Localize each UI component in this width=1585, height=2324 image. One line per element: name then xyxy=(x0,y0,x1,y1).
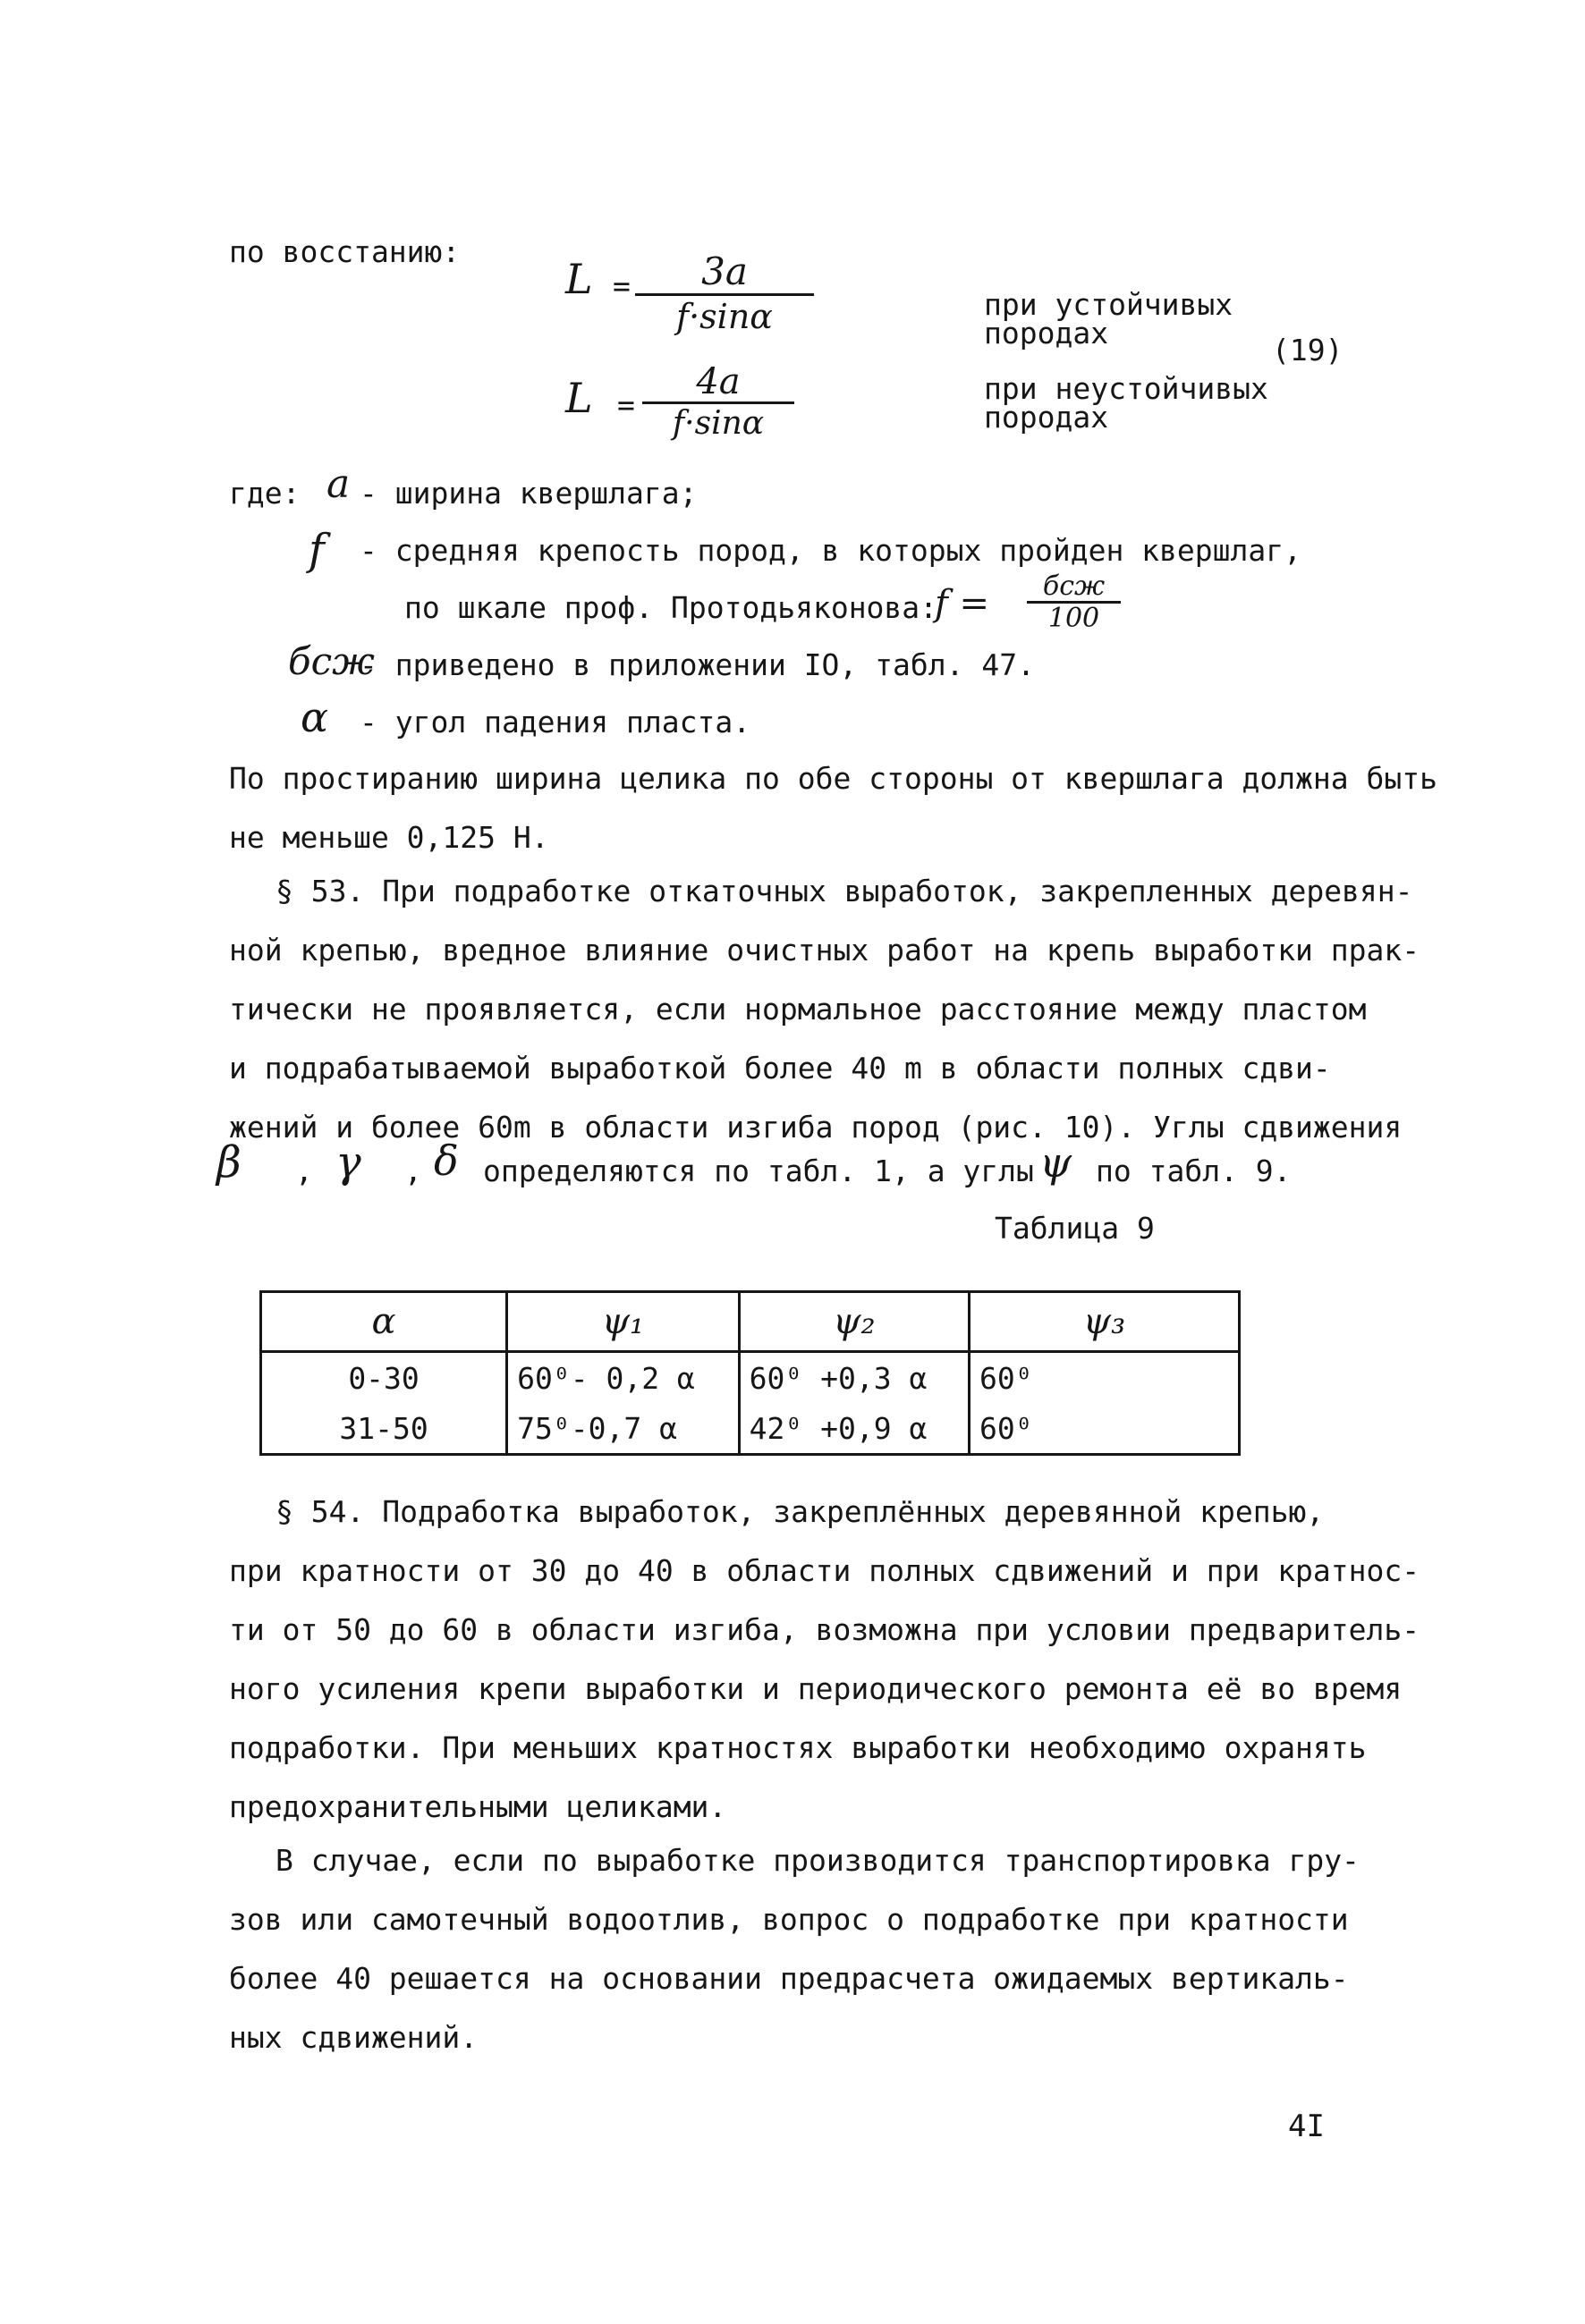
text-line: более 40 решается на основании предрасчета ожидаемых вертикаль- xyxy=(229,1961,1349,1996)
formula-note-2a: при неустойчивых xyxy=(984,371,1268,406)
text-line: и подрабатываемой выработкой более 40 m в области полных сдви- xyxy=(229,1051,1331,1086)
fraction-numerator: 4a xyxy=(696,361,741,402)
text-line: жений и более 60m в области изгиба пород (рис. 10). Углы сдвижения xyxy=(229,1110,1403,1145)
definition-a: - ширина квершлага; xyxy=(360,476,698,511)
symbol-psi: ψ xyxy=(1039,1138,1072,1187)
fraction-denominator: 100 xyxy=(1047,603,1100,634)
table-cell: 75⁰-0,7 α xyxy=(507,1403,740,1455)
text-line: § 54. Подработка выработок, закреплённых деревянной крепью, xyxy=(275,1494,1325,1529)
table-cell: 42⁰ +0,9 α xyxy=(739,1403,969,1455)
table-cell: 0-30 xyxy=(261,1352,507,1404)
text-line: По простиранию ширина целика по обе стороны от квершлага должна быть xyxy=(229,761,1438,796)
text-line: ных сдвижений. xyxy=(229,2020,479,2055)
table-row xyxy=(261,1352,1240,1404)
paragraph-53 xyxy=(229,862,1420,1157)
text-line: ной крепью, вредное влияние очистных работ на крепь выработки прак- xyxy=(229,933,1420,968)
fraction-denominator: f·sinα xyxy=(676,297,773,336)
formula-fraction-2 xyxy=(642,362,794,444)
text-line: подработки. При меньших кратностях выработки необходимо охранять xyxy=(229,1730,1367,1765)
formula-number: (19) xyxy=(1272,333,1343,368)
formula-f-fraction xyxy=(1027,572,1121,634)
formula-eq-2: = xyxy=(617,387,635,422)
table-cell: 31-50 xyxy=(261,1403,507,1455)
table-cell: 60⁰ xyxy=(969,1403,1239,1455)
text-line: ти от 50 до 60 в области изгиба, возможна при условии предваритель- xyxy=(229,1612,1420,1647)
paragraph-54 xyxy=(229,1483,1420,1837)
page-number: 4I xyxy=(1288,2109,1325,2144)
definition-sigma: - приведено в приложении IO, табл. 47. xyxy=(360,647,1035,682)
fraction-denominator: f·sinα xyxy=(672,405,765,442)
text-line: предохранительными целиками. xyxy=(229,1789,727,1824)
paragraph-transport xyxy=(229,1831,1410,2067)
angles-text-2: по табл. 9. xyxy=(1096,1154,1292,1188)
header-psi3: ψ₃ xyxy=(969,1292,1239,1352)
formula-fraction-1 xyxy=(635,250,814,337)
formula-note-2b: породах xyxy=(984,400,1109,435)
formula-note-1b: породах xyxy=(984,316,1109,351)
symbol-gamma: γ xyxy=(335,1137,361,1187)
formula-lhs-1: L xyxy=(565,255,593,303)
paragraph-strike-width xyxy=(229,749,1438,867)
fraction-numerator: бсж xyxy=(1042,570,1106,602)
symbol-a: a xyxy=(326,461,351,507)
angles-text: определяются по табл. 1, а углы xyxy=(483,1154,1034,1188)
table-row xyxy=(261,1403,1240,1455)
text-line: не меньше 0,125 Н. xyxy=(229,820,549,855)
formula-eq-1: = xyxy=(613,268,631,303)
symbol-alpha: α xyxy=(301,693,329,741)
section-heading: по восстанию: xyxy=(229,234,461,269)
symbol-delta: δ xyxy=(434,1137,459,1185)
table-cell: 60⁰ +0,3 α xyxy=(739,1352,969,1404)
definition-f-line2: по шкале проф. Протодьяконова: xyxy=(404,590,938,625)
header-psi2: ψ₂ xyxy=(739,1292,969,1352)
symbol-beta: β xyxy=(216,1137,242,1187)
header-psi1: ψ₁ xyxy=(507,1292,740,1352)
formula-note-1a: при устойчивых xyxy=(984,287,1233,322)
text-line: ного усиления крепи выработки и периодического ремонта её во время xyxy=(229,1671,1403,1706)
separator: , xyxy=(295,1154,313,1188)
definition-alpha: - угол падения пласта. xyxy=(360,705,751,739)
symbol-sigma: бсж xyxy=(288,639,375,683)
symbol-f: f xyxy=(309,525,325,575)
formula-f-eq: f = xyxy=(935,583,990,624)
table-header-row xyxy=(261,1292,1240,1352)
table-cell: 60⁰ xyxy=(969,1352,1239,1404)
data-table xyxy=(259,1290,1241,1456)
text-line: § 53. При подработке откаточных выработок, закрепленных деревян- xyxy=(275,874,1413,908)
text-line: тически не проявляется, если нормальное расстояние между пластом xyxy=(229,992,1367,1027)
separator: , xyxy=(404,1154,422,1188)
text-line: при кратности от 30 до 40 в области полных сдвижений и при кратнос- xyxy=(229,1553,1420,1588)
formula-lhs-2: L xyxy=(565,374,593,422)
text-line: В случае, если по выработке производится транспортировка гру- xyxy=(275,1843,1360,1878)
table-title: Таблица 9 xyxy=(995,1211,1155,1246)
header-alpha: α xyxy=(261,1292,507,1352)
where-label: где: xyxy=(229,476,301,511)
definition-f: - средняя крепость пород, в которых пройден квершлаг, xyxy=(360,533,1301,568)
table-cell: 60⁰- 0,2 α xyxy=(507,1352,740,1404)
text-line: зов или самотечный водоотлив, вопрос о подработке при кратности xyxy=(229,1902,1349,1937)
fraction-numerator: 3a xyxy=(701,249,748,293)
